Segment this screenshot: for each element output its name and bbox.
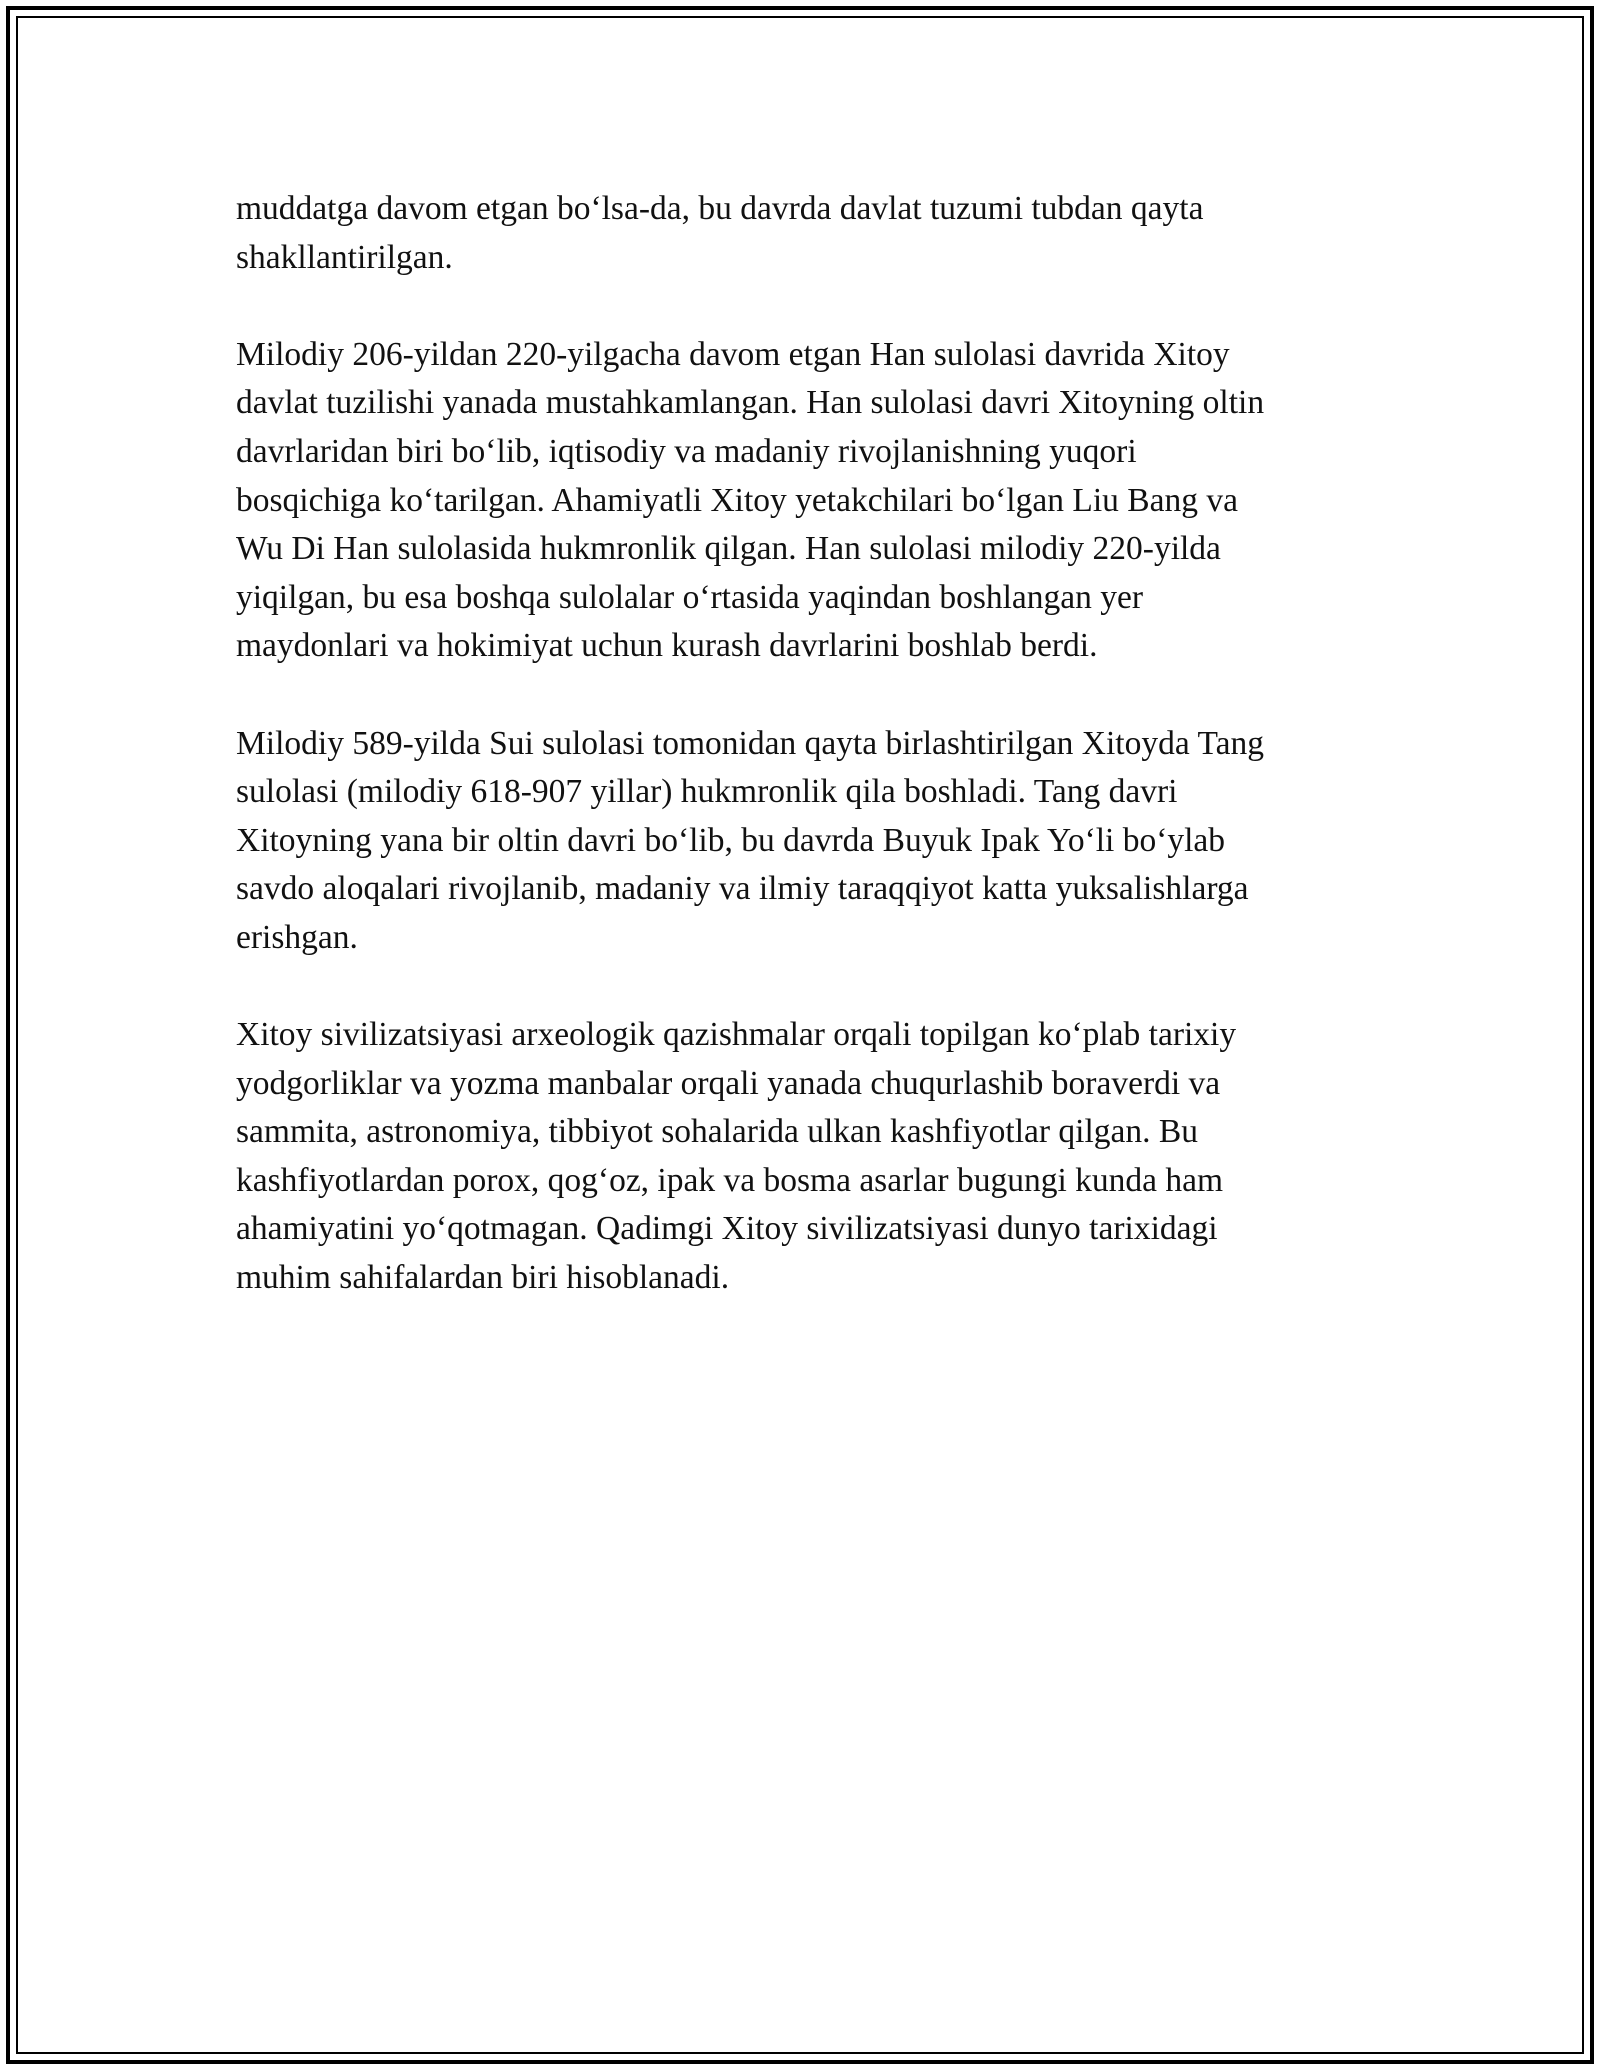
text-line: Milodiy 206-yildan 220-yilgacha davom etgan Han sulolasi davrida Xitoy [236,335,1230,373]
text-line: yodgorliklar va yozma manbalar orqali yanada chuqurlashib boraverdi va [236,1064,1221,1102]
text-line: bosqichiga ko‘tarilgan. Ahamiyatli Xitoy yetakchilari bo‘lgan Liu Bang va [236,481,1238,519]
text-line: davlat tuzilishi yanada mustahkamlangan. Han sulolasi davri Xitoyning oltin [236,384,1265,422]
text-line: erishgan. [236,918,358,956]
text-line: Xitoy sivilizatsiyasi arxeologik qazishmalar orqali topilgan ko‘plab tarixiy [236,1016,1237,1054]
text-line: davrlaridan biri bo‘lib, iqtisodiy va madaniy rivojlanishning yuqori [236,432,1137,470]
text-line: kashfiyotlardan porox, qog‘oz, ipak va bosma asarlar bugungi kunda ham [236,1161,1224,1199]
text-line: Milodiy 589-yilda Sui sulolasi tomonidan qayta birlashtirilgan Xitoyda Tang [236,724,1264,762]
text-line: shakllantirilgan. [236,238,453,276]
text-line: muddatga davom etgan bo‘lsa-da, bu davrda davlat tuzumi tubdan qayta [236,190,1204,227]
text-line: ahamiyatini yo‘qotmagan. Qadimgi Xitoy sivilizatsiyasi dunyo tarixidagi [236,1210,1218,1248]
text-line: yiqilgan, bu esa boshqa sulolalar o‘rtasida yaqindan boshlangan yer [236,578,1144,616]
paragraph-3 [236,720,1386,963]
paragraph-2 [236,331,1386,671]
paragraph-1 [236,185,1386,282]
text-line: sulolasi (milodiy 618-907 yillar) hukmronlik qila boshladi. Tang davri [236,773,1178,811]
text-line: muhim sahifalardan biri hisoblanadi. [236,1259,730,1297]
text-line: savdo aloqalari rivojlanib, madaniy va ilmiy taraqqiyot katta yuksalishlarga [236,870,1249,908]
text-line: Xitoyning yana bir oltin davri bo‘lib, bu davrda Buyuk Ipak Yo‘li bo‘ylab [236,821,1226,859]
text-line: sammita, astronomiya, tibbiyot sohalarida ulkan kashfiyotlar qilgan. Bu [236,1113,1199,1151]
text-line: maydonlari va hokimiyat uchun kurash davrlarini boshlab berdi. [236,627,1098,665]
paragraph-4 [236,1011,1386,1303]
document-body [236,185,1386,1351]
text-line: Wu Di Han sulolasida hukmronlik qilgan. Han sulolasi milodiy 220-yilda [236,530,1221,568]
